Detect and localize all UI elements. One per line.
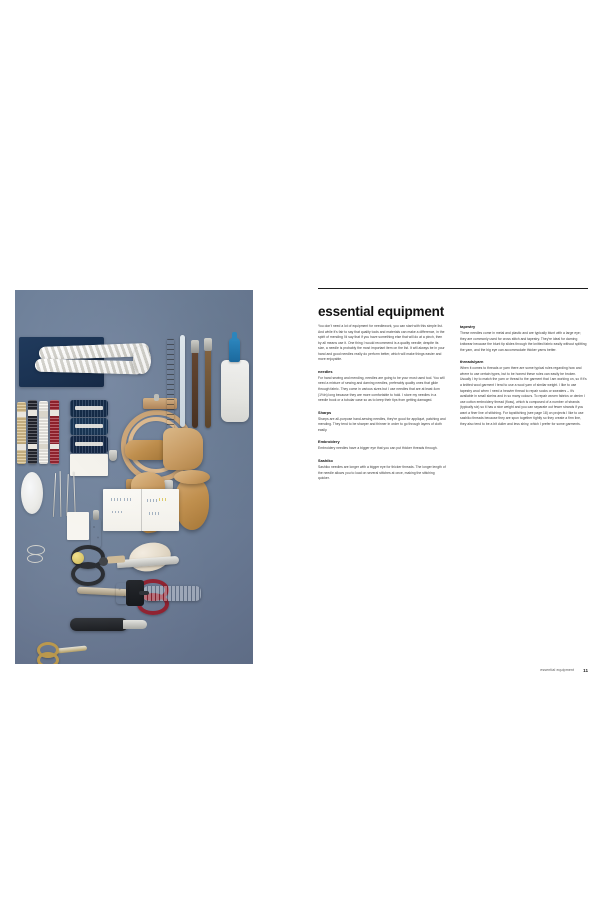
cork-handle-tool-image: [91, 518, 101, 548]
embroidery-hoop-screw-image: [154, 394, 159, 401]
intro-paragraph: You don't need a lot of equipment for needlework, you can start with this simple list. And while it's fair to say that quality tools and materials can make a difference, in the spirit of mending I'd say that if you have something else that will do at a pinch, then by all means use it. One thing I would recommend is a quality needle; despite its size, a needle is probably the most important item on the list. It will always be in your hand and good needles really do perform better, which will make things easier and more enjoyable.: [318, 324, 445, 362]
floss-skein-image: [50, 400, 59, 464]
page-footer: [318, 664, 588, 676]
awl-image: [205, 348, 211, 428]
metal-ruler-image: [167, 339, 174, 429]
awl-tip-image: [204, 338, 212, 351]
text-column-left: [318, 324, 446, 488]
roller-tool-shaft-image: [139, 591, 149, 595]
sewing-needle-image: [73, 472, 76, 517]
thread-spool-image: [70, 436, 108, 453]
darning-mushroom-head-image: [163, 428, 203, 470]
thread-spool-image: [70, 418, 108, 435]
text-column-right: [460, 324, 588, 488]
wooden-dolly-image: [175, 478, 209, 530]
fabric-scissors-pivot-image: [99, 557, 108, 566]
thread-spool-image: [70, 400, 108, 417]
section-heading-embroidery: Embroidery: [318, 439, 340, 445]
footer-chapter-label: essential equipment: [540, 668, 575, 672]
needle-book-image: [103, 489, 179, 531]
equipment-flatlay-photo: [15, 290, 253, 664]
footer-page-number: 11: [583, 667, 588, 673]
white-yarn-skein-image: [35, 359, 143, 375]
section-body-threads-yarn: When it comes to threads or yarn there are some typical rules regarding how and where to use certain types, but to be honest these rules can easily be broken. Usually I try to match the yarn or thread to the garment that I am working on, so if it's a knitted wool garment I tend to use a wool yarn of similar weight. I like to use tapestry wool when I need a heavier thread to repair socks or sweaters – it's available in small skeins and in so many colours. To repair woven fabrics or denim I use cotton embroidery thread (floss), which is composed of a number of strands (typically six) so it has a nice weight and you can separate out fewer strands if you want a finer line of stitching. For topstitching (see page 18) on projects I like to use sashiko threads because they are spun together tightly so they create a firm line, they also tend to be a bit duller and less shiny, which I prefer for some garments.: [460, 366, 587, 426]
section-body-embroidery: Embroidery needles have a bigger eye that you can put thicker threads through.: [318, 446, 438, 451]
floss-skein-image: [39, 401, 48, 464]
wire-loop-tool-image: [27, 554, 43, 563]
thimble-image: [109, 450, 117, 461]
embroidery-scissors-blade-image: [57, 645, 87, 653]
roller-tool-handle-image: [143, 586, 201, 601]
paper-card-image: [67, 512, 89, 540]
page-title: essential equipment: [318, 304, 444, 320]
thread-snips-blade-image: [123, 620, 147, 629]
section-body-sashiko: Sashiko needles are longer with a bigger eye for thicker threads. The longer length of the needle allows you to load on several stitches at once, making the stitching quicker.: [318, 465, 446, 481]
fabric-scissors-grip-image: [107, 555, 125, 563]
cork-tool-ferrule-image: [93, 510, 99, 520]
seam-ripper-image: [192, 350, 198, 428]
fabric-glue-cap-image: [229, 338, 240, 362]
seam-ripper-tip-image: [191, 340, 199, 353]
thread-spool-card-image: [70, 454, 108, 476]
left-page: [15, 290, 253, 664]
floss-skein-image: [17, 402, 26, 464]
embroidery-scissors-handle-image: [37, 652, 59, 664]
fabric-glue-bottle-image: [221, 360, 249, 422]
sewing-needle-image: [60, 471, 62, 517]
roller-tool-roller-image: [116, 583, 128, 604]
section-heading-sashiko: Sashiko: [318, 458, 333, 464]
sewing-needle-image: [53, 473, 57, 517]
beeswax-image: [72, 552, 84, 564]
section-heading-threads-yarn: threads/yarn: [460, 359, 484, 365]
sewing-needle-image: [66, 474, 69, 516]
white-yarn-skein-loop: [133, 346, 151, 374]
text-columns: [318, 324, 588, 488]
section-body-sharps: Sharps are all-purpose hand-sewing needles, they're good for appliqué, patching and mending. They tend to be sharper and thinner in order to go through layers of cloth easily.: [318, 416, 446, 432]
right-page: [318, 288, 588, 678]
fabric-glue-nozzle-image: [232, 332, 237, 341]
wooden-dolly-top-image: [174, 470, 210, 484]
section-body-needles: For hand sewing and mending, needles are going to be your most used tool. You will need a mixture of sewing and darning needles, preferably quality ones that glide through fabric. They come in various sizes but I use needles that are at least 4cm (1½in) long because they are more comfortable to hold. I store my needles in a needle book or a tubular case so as to keep their tips from getting damaged.: [318, 375, 445, 403]
floss-skein-image: [28, 400, 37, 464]
marking-pen-image: [180, 335, 185, 427]
header-rule: [318, 288, 588, 289]
section-heading-tapestry: tapestry: [460, 324, 476, 329]
wool-roving-image: [21, 472, 43, 514]
fabric-scissors-handle-image: [71, 562, 105, 586]
section-heading-sharps: Sharps: [318, 409, 332, 415]
section-heading-needles: needles: [318, 368, 333, 374]
section-body-tapestry: These needles come in metal and plastic and are typically blunt with a large eye; they are commonly used for cross stitch and tapestry. They're ideal for darning knitwear because the blunt tip slides through the knitted fabric easily without splitting the yarn, and the big eye can accommodate thicker yarns better.: [460, 331, 587, 352]
thread-snips-image: [70, 618, 128, 631]
